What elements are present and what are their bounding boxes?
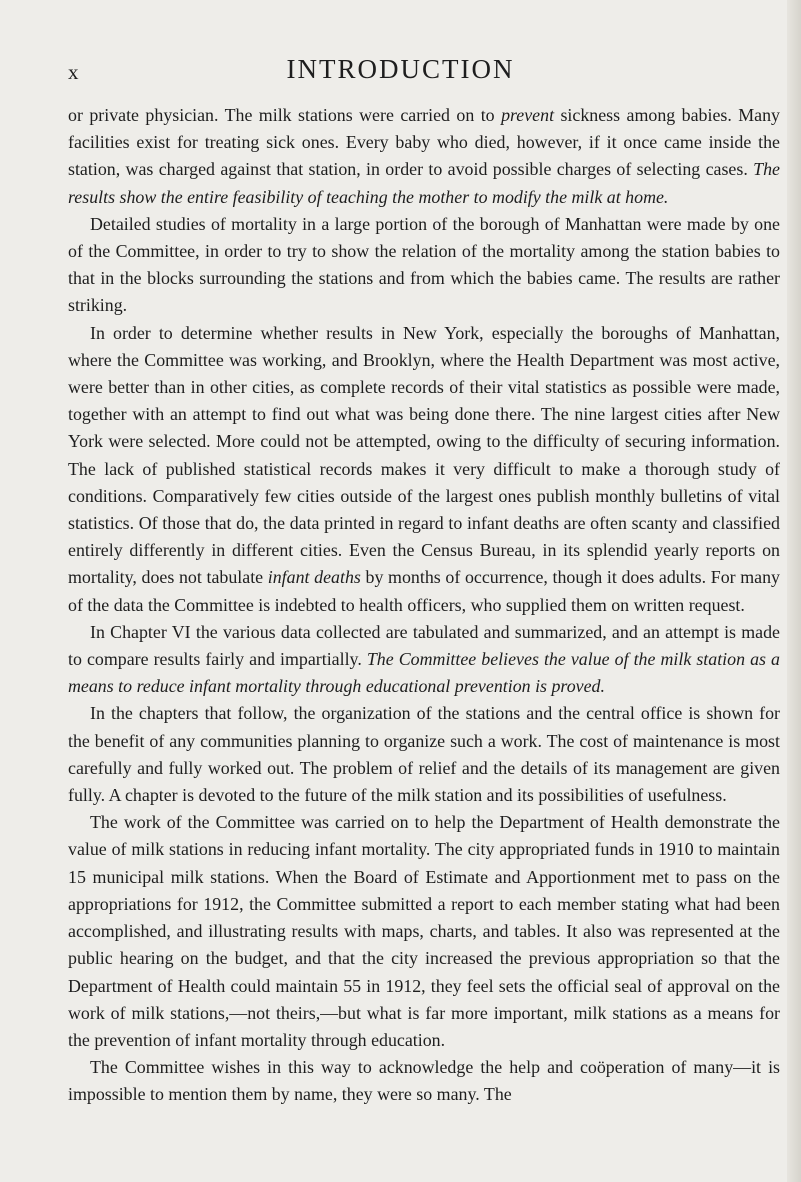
text-run: sickness among babies. Many facilities exist for treating sick ones. Every baby who died, however, if it once came inside the station, was charged against that station, in order to avoid possible charges of selecting cases. — [68, 105, 780, 180]
paragraph — [68, 320, 780, 619]
running-title: INTRODUCTION — [286, 54, 515, 84]
italic-text-run: The Committee believes the value of the milk station as a means to reduce infant mortality through educational prevention is proved. — [68, 649, 780, 697]
text-run: In order to determine whether results in New York, especially the boroughs of Manhattan, where the Committee was working, and Brooklyn, where the Health Department was most active, were better than in other cities, as complete records of their vital statistics as possible were made, together with an attempt to find out what was being done there. The nine largest cities after New York were selected. More could not be attempted, owing to the difficulty of securing information. The lack of published statistical records makes it very difficult to make a thorough study of conditions. Comparatively few cities outside of the largest ones publish monthly bulletins of vital statistics. Of those that do, the data printed in regard to infant deaths are often scanty and classified entirely differently in different cities. Even the Census Bureau, in its splendid yearly reports on mortality, does not tabulate — [68, 322, 780, 588]
body-text — [68, 102, 780, 1109]
italic-text-run: The results show the entire feasibility of teaching the mother to modify the milk at home. — [68, 159, 780, 207]
text-run: The Committee wishes in this way to acknowledge the help and coöperation of many—it is impossible to mention them by name, they were so many. The — [68, 1057, 780, 1105]
text-run: Detailed studies of mortality in a large portion of the borough of Manhattan were made by one of the Committee, in order to try to show the relation of the mortality among the station babies to that in the blocks surrounding the stations and from which the babies came. The results are rather striking. — [68, 213, 780, 316]
page-number: x — [68, 60, 80, 84]
page-header — [0, 50, 801, 90]
paragraph — [68, 619, 780, 701]
italic-text-run: infant deaths — [267, 567, 361, 588]
paragraph — [68, 700, 780, 809]
text-run: In Chapter VI the various data collected are tabulated and summarized, and an attempt is made to compare results fairly and impartially. — [68, 621, 780, 670]
text-run: by months of occurrence, though it does adults. For many of the data the Committee is indebted to health officers, who supplied them on written request. — [68, 567, 780, 615]
text-run: or private physician. The milk stations were carried on to — [68, 105, 502, 125]
paragraph — [68, 1054, 780, 1108]
paragraph — [68, 211, 780, 320]
paragraph — [68, 102, 780, 211]
italic-text-run: prevent — [501, 105, 555, 125]
text-run: In the chapters that follow, the organization of the stations and the central office is shown for the benefit of any communities planning to organize such a work. The cost of maintenance is most carefully and fully worked out. The problem of relief and the details of its management are given fully. A chapter is devoted to the future of the milk station and its possibilities of usefulness. — [68, 703, 780, 806]
text-run: The work of the Committee was carried on to help the Department of Health demonstrate the value of milk stations in reducing infant mortality. The city appropriated funds in 1910 to maintain 15 municipal milk stations. When the Board of Estimate and Apportionment met to pass on the appropriations for 1912, the Committee submitted a report to each member stating what had been accomplished, and illustrating results with maps, charts, and tables. It also was represented at the public hearing on the budget, and that the city increased the previous appropriation so that the Department of Health could maintain 55 in 1912, they feel sets the official seal of approval on the work of milk stations,—not theirs,—but what is far more important, milk stations as a means for the prevention of infant mortality through education. — [68, 812, 780, 1050]
page-edge — [787, 0, 801, 1182]
paragraph — [68, 809, 780, 1054]
